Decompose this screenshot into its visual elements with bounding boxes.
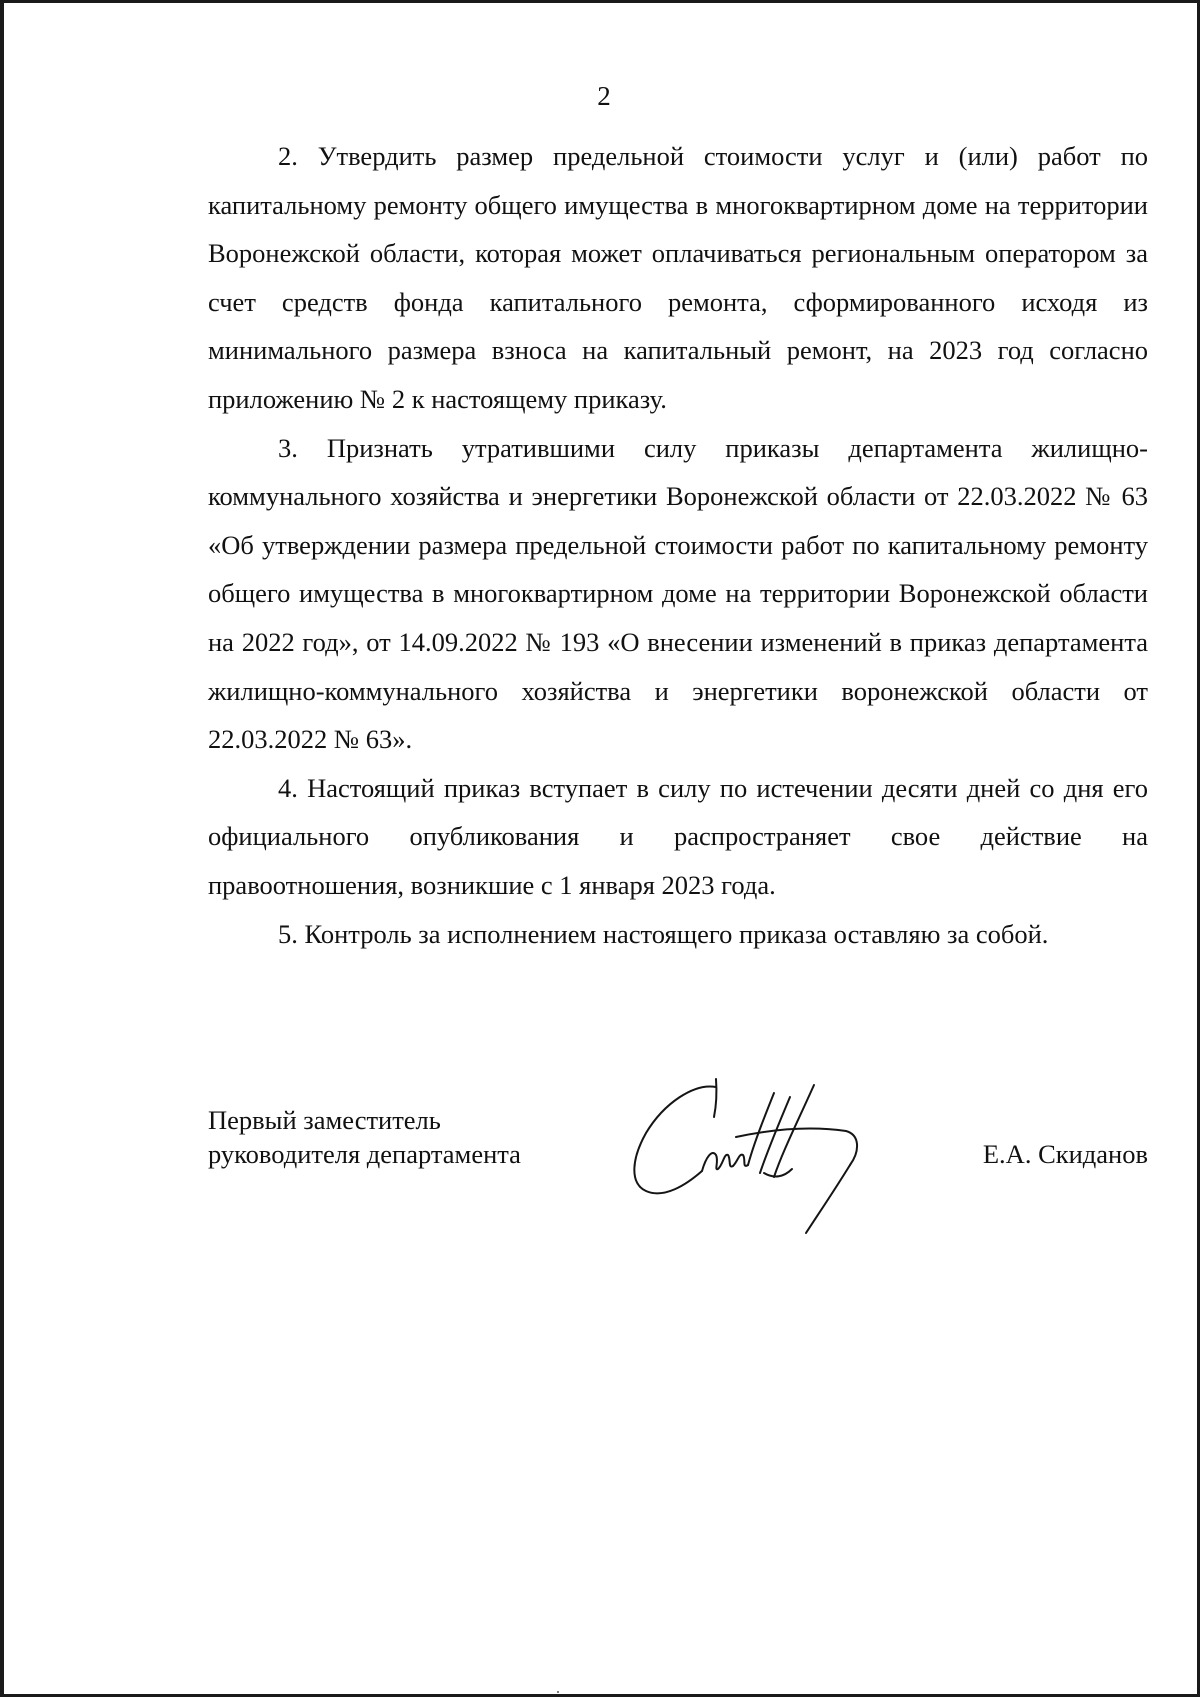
paragraph-3: 3. Признать утратившими силу приказы департамента жилищно-коммунального хозяйства и энергетики Воронежской области от 22.03.2022 № 63 «Об утверждении размера предельной стоимости работ по капитальному ремонту общего имущества в многоквартирном доме на территории Воронежской области на 2022 год», от 14.09.2022 № 193 «О внесении изменений в приказ департамента жилищно-коммунального хозяйства и энергетики воронежской области от 22.03.2022 № 63». xyxy=(208,432,1148,755)
document-body xyxy=(208,132,1148,958)
scan-speck xyxy=(557,1691,559,1693)
paragraph-5: 5. Контроль за исполнением настоящего приказа оставляю за собой. xyxy=(278,918,1049,949)
page-number: 2 xyxy=(597,81,611,111)
signer-title-line2: руководителя департамента xyxy=(208,1139,521,1169)
signer-name: Е.А. Скиданов xyxy=(982,1139,1148,1169)
signer-title xyxy=(208,1103,588,1171)
paragraph-2: 2. Утвердить размер предельной стоимости услуг и (или) работ по капитальному ремонту общего имущества в многоквартирном доме на территории Воронежской области, которая может оплачиваться региональным оператором за счет средств фонда капитального ремонта, сформированного исходя из минимального размера взноса на капитальный ремонт, на 2023 год согласно приложению № 2 к настоящему приказу. xyxy=(208,141,1148,414)
paragraph-4: 4. Настоящий приказ вступает в силу по истечении десяти дней со дня его официального опубликования и распространяет свое действие на правоотношения, возникшие с 1 января 2023 года. xyxy=(208,772,1148,900)
handwritten-signature-icon xyxy=(624,1073,874,1243)
signer-title-line1: Первый заместитель xyxy=(208,1105,441,1135)
signature-block xyxy=(208,1103,1148,1233)
